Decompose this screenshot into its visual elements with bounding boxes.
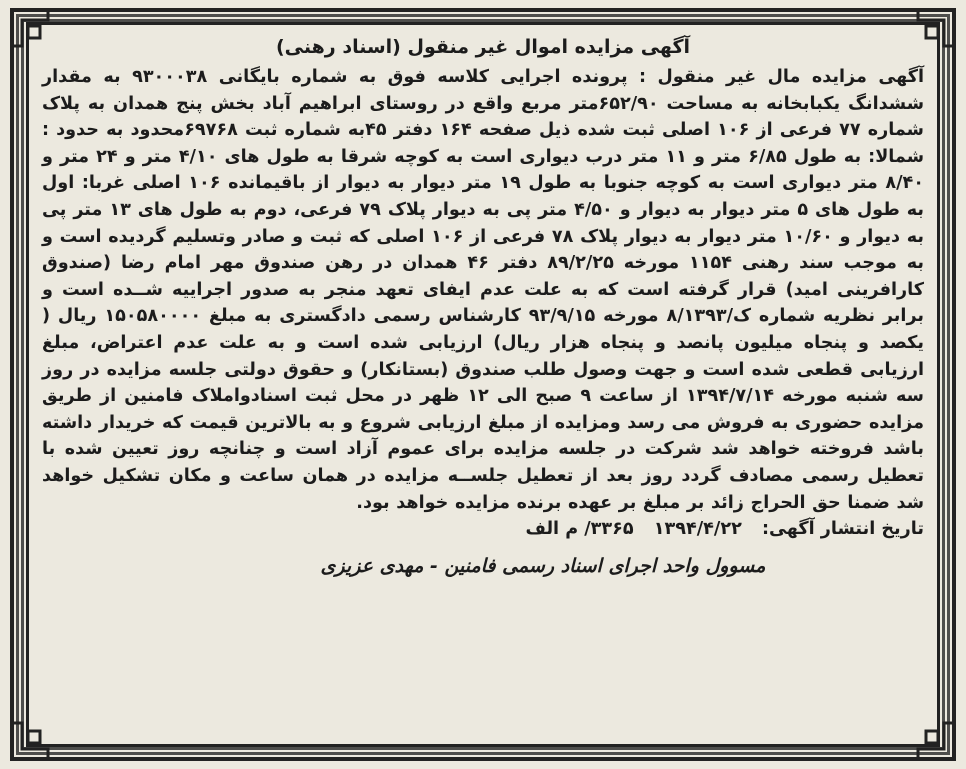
signature-line: مسوول واحد اجرای اسناد رسمی فامنین - مهدی عزیزی <box>320 555 766 578</box>
publication-date: ۱۳۹۴/۴/۲۲ <box>653 519 742 540</box>
publication-label: تاریخ انتشار آگهی: <box>761 519 924 540</box>
publication-line <box>40 516 926 543</box>
notice-content <box>40 30 926 739</box>
publication-reference: ۳۳۶۵/ م الف <box>525 519 634 540</box>
notice-title: آگهی مزایده اموال غیر منقول (اسناد رهنی) <box>275 36 691 58</box>
notice-body: آگهی مزایده مال غیر منقول : پرونده اجرایی کلاسه فوق به شماره بایگانی ۹۳۰۰۰۳۸ به مقدار ششدانگ یکبابخانه به مساحت ۶۵۲/۹۰متر مربع واقع در روستای ابراهیم آباد بخش پنج همدان به پلاک شماره ۷۷ فرعی از ۱۰۶ اصلی ثبت شده ذیل صفحه ۱۶۴ دفتر ۴۵به شماره ثبت ۶۹۷۶۸محدود به حدود : شمالا: به طول ۶/۸۵ متر و ۱۱ متر درب دیواری است به کوچه شرقا به طول های ۴/۱۰ متر و ۲۴ متر و ۸/۴۰ متر دیواری است به کوچه جنوبا به طول ۱۹ متر دیوار به دیوار از باقیمانده ۱۰۶ اصلی غربا: اول به طول های ۵ متر دیوار به دیوار و ۴/۵۰ متر پی به دیوار پلاک ۷۹ فرعی، دوم به طول های ۱۳ متر پی به دیوار و ۱۰/۶۰ متر دیوار به دیوار پلاک ۷۸ فرعی از ۱۰۶ اصلی که ثبت و صادر وتسلیم گردیده است و به موجب سند رهنی ۱۱۵۴ مورخه ۸۹/۲/۲۵ دفتر ۴۶ همدان در رهن صندوق مهر امام رضا (صندوق کارافرینی امید) قرار گرفته است که به علت عدم ایفای تعهد منجر به صدور اجراییه شــده است و برابر نظریه شماره ک/۸/۱۳۹۳ مورخه ۹۳/۹/۱۵ کارشناس رسمی دادگستری به مبلغ ۱۵۰۵۸۰۰۰۰ ریال ( یکصد و پنجاه میلیون پانصد و پنجاه هزار ریال) ارزیابی شده است و به علت عدم اعتراض، مبلغ ارزیابی قطعی شده است و جهت وصول طلب صندوق (بستانکار) و حقوق دولتی جلسه مزایده در روز سه شنبه مورخه ۱۳۹۴/۷/۱۴ از ساعت ۹ صبح الی ۱۲ ظهر در محل ثبت اسنادواملاک فامنین از طریق مزایده حضوری به فروش می رسد ومزایده از مبلغ ارزیابی شروع و به بالاترین قیمت که خریدار داشته باشد فروخته خواهد شد شرکت در جلسه مزایده برای عموم آزاد است و چنانچه روز تعیین شده با تعطیل رسمی مصادف گردد روز بعد از تعطیل جلســه مزایده در همان ساعت و مکان تشکیل خواهد شد ضمنا حق الحراج زائد بر مبلغ بر عهده برنده مزایده خواهد بود. <box>42 67 925 513</box>
